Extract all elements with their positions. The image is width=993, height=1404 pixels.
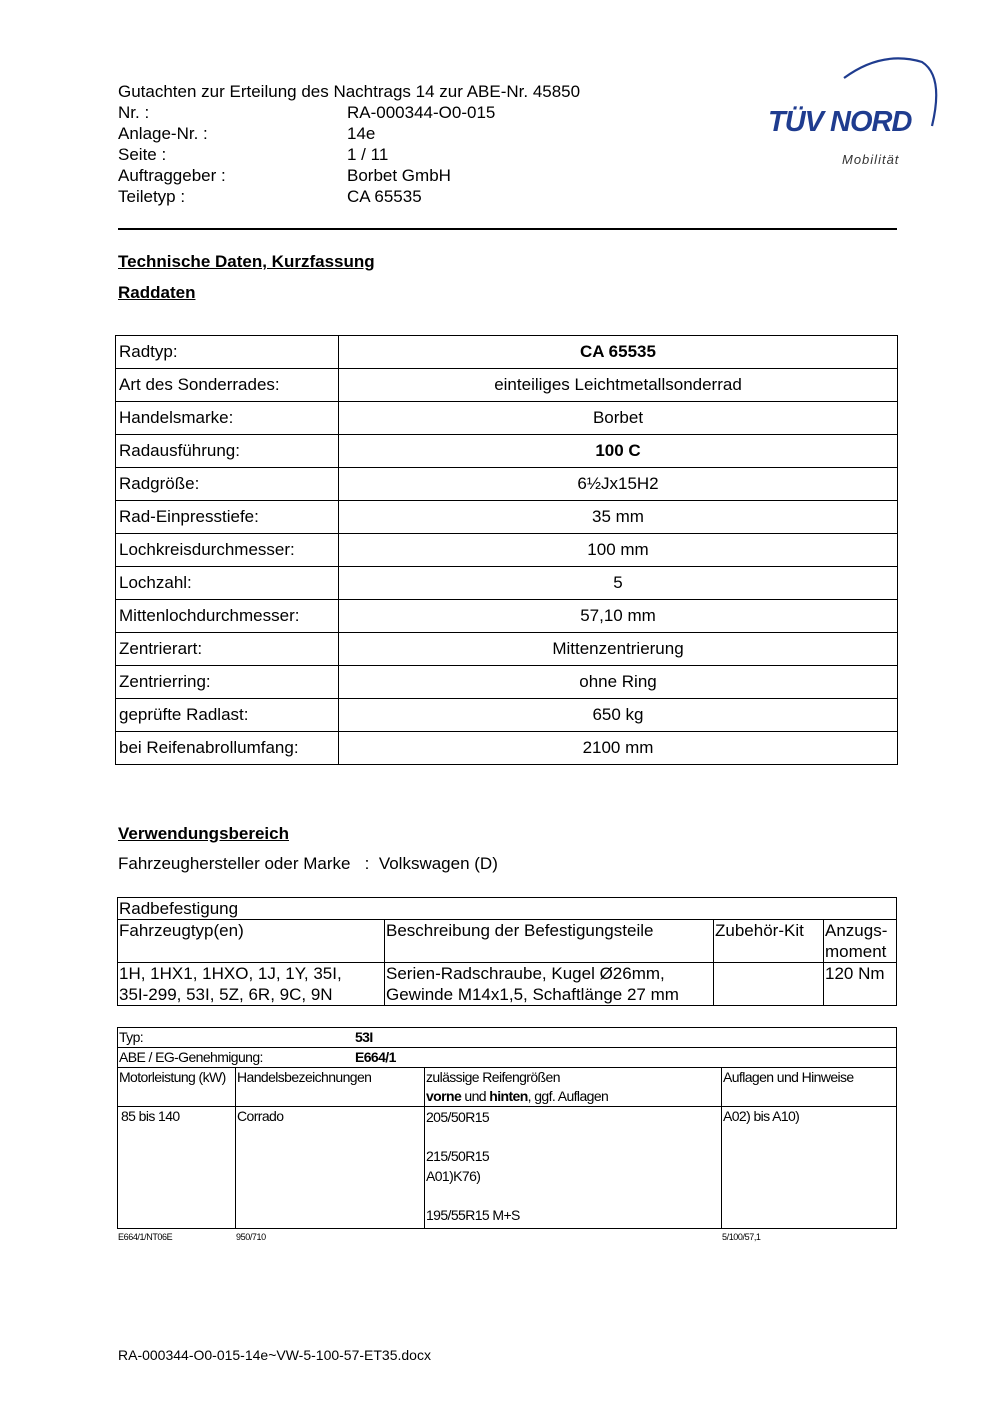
table-row: [116, 666, 898, 699]
wheel-value: 35 mm: [339, 501, 898, 534]
table-row: [116, 468, 898, 501]
motor-cell: 85 bis 140: [118, 1107, 236, 1229]
text-fragment: , ggf. Auflagen: [527, 1088, 609, 1104]
section-title: Technische Daten, Kurzfassung: [118, 252, 375, 271]
header-tires: [425, 1068, 722, 1107]
table-row: [118, 920, 897, 963]
document-filename: RA-000344-O0-015-14e~VW-5-100-57-ET35.docx: [118, 1347, 431, 1363]
footnote-left: E664/1/NT06E: [118, 1232, 173, 1242]
tire-size: 205/50R15: [426, 1109, 490, 1125]
typ-label: Typ:: [119, 1029, 144, 1045]
wheel-value: 57,10 mm: [339, 600, 898, 633]
table-row: [116, 501, 898, 534]
description-cell: [385, 963, 714, 1006]
maker-label: Fahrzeughersteller oder Marke: [118, 854, 351, 873]
typ-row: [118, 1028, 897, 1048]
header-vehicle-types: Fahrzeugtyp(en): [118, 920, 385, 963]
cell-line: 1H, 1HX1, 1HXO, 1J, 1Y, 35I,: [119, 964, 342, 983]
table-row: [118, 1068, 897, 1107]
wheel-label: Radausführung:: [116, 435, 339, 468]
header-divider: [118, 228, 897, 230]
table-row: [118, 1107, 897, 1229]
wheel-value: Borbet: [339, 402, 898, 435]
notes-cell: A02) bis A10): [722, 1107, 897, 1229]
header-field-teiletyp: [118, 186, 580, 207]
wheel-value: CA 65535: [339, 336, 898, 369]
wheel-value: 6½Jx15H2: [339, 468, 898, 501]
wheel-label: Radtyp:: [116, 336, 339, 369]
table-row: [116, 336, 898, 369]
fastening-table: [117, 897, 897, 1006]
cell-line: Gewinde M14x1,5, Schaftlänge 27 mm: [386, 985, 679, 1004]
wheel-data-table: [115, 335, 898, 765]
table-row: [118, 1028, 897, 1048]
abe-value: E664/1: [355, 1049, 396, 1065]
wheel-label: Lochkreisdurchmesser:: [116, 534, 339, 567]
cell-line: Serien-Radschraube, Kugel Ø26mm,: [386, 964, 665, 983]
table-row: [116, 402, 898, 435]
tire-size: A01)K76): [426, 1168, 481, 1184]
vehicle-types-cell: [118, 963, 385, 1006]
footnote-right: 5/100/57,1: [722, 1232, 761, 1242]
header-torque: Anzugs-moment: [824, 920, 897, 963]
table-row: [116, 567, 898, 600]
table-row: [118, 898, 897, 920]
section-subtitle: Raddaten: [118, 283, 196, 302]
header-kit: Zubehör-Kit: [714, 920, 824, 963]
logo-brand: TÜV NORD: [768, 106, 912, 138]
field-value: 14e: [347, 124, 376, 143]
header-names: Handelsbezeichnungen: [236, 1068, 425, 1107]
header-field-nr: [118, 102, 580, 123]
vehicle-maker-line: [118, 854, 498, 874]
report-title: Gutachten zur Erteilung des Nachtrags 14 zur ABE-Nr. 45850: [118, 82, 581, 101]
wheel-label: Zentrierart:: [116, 633, 339, 666]
wheel-value: 2100 mm: [339, 732, 898, 765]
document-header: [118, 81, 580, 207]
wheel-value: 650 kg: [339, 699, 898, 732]
tire-size: [426, 1186, 720, 1205]
cell-line: [426, 1087, 720, 1106]
cell-line: 35I-299, 53I, 5Z, 6R, 9C, 9N: [119, 985, 333, 1004]
wheel-label: bei Reifenabrollumfang:: [116, 732, 339, 765]
abe-row: [118, 1048, 897, 1068]
table-row: [116, 534, 898, 567]
footnote-mid: 950/710: [236, 1232, 266, 1242]
header-field-seite: [118, 144, 580, 165]
usage-title: Verwendungsbereich: [118, 824, 289, 843]
wheel-value: 100 C: [339, 435, 898, 468]
wheel-value: Mittenzentrierung: [339, 633, 898, 666]
wheel-value: 100 mm: [339, 534, 898, 567]
field-value: RA-000344-O0-015: [347, 103, 496, 122]
table-row: [116, 369, 898, 402]
header-description: Beschreibung der Befestigungsteile: [385, 920, 714, 963]
name-cell: Corrado: [236, 1107, 425, 1229]
tire-size: [426, 1127, 720, 1146]
bold-word: vorne: [426, 1088, 462, 1104]
field-label: Teiletyp :: [118, 187, 186, 206]
wheel-value: 5: [339, 567, 898, 600]
table-row: [116, 435, 898, 468]
field-label: Seite :: [118, 145, 167, 164]
table-row: [116, 633, 898, 666]
field-label: Auftraggeber :: [118, 166, 226, 185]
wheel-label: Zentrierring:: [116, 666, 339, 699]
table-row: [118, 1048, 897, 1068]
tuev-nord-logo: [762, 56, 942, 176]
wheel-label: Handelsmarke:: [116, 402, 339, 435]
field-label: Anlage-Nr. :: [118, 124, 208, 143]
maker-separator: :: [364, 854, 370, 873]
torque-cell: 120 Nm: [824, 963, 897, 1006]
table-row: [118, 963, 897, 1006]
table-row: [116, 699, 898, 732]
cell-line: zulässige Reifengrößen: [426, 1069, 560, 1085]
wheel-label: Art des Sonderrades:: [116, 369, 339, 402]
tires-cell: [425, 1107, 722, 1229]
maker-value: Volkswagen (D): [378, 854, 498, 873]
wheel-value: einteiliges Leichtmetallsonderrad: [339, 369, 898, 402]
tire-size: 195/55R15 M+S: [426, 1207, 520, 1223]
logo-subtitle: Mobilität: [842, 152, 900, 167]
wheel-label: Rad-Einpresstiefe:: [116, 501, 339, 534]
text-fragment: und: [461, 1088, 490, 1104]
wheel-label: Radgröße:: [116, 468, 339, 501]
bold-word: hinten: [489, 1088, 528, 1104]
fastening-title: Radbefestigung: [118, 898, 897, 920]
header-field-auftraggeber: [118, 165, 580, 186]
field-value: 1 / 11: [347, 145, 389, 164]
typ-value: 53I: [355, 1029, 373, 1045]
type-table: [117, 1027, 897, 1229]
abe-label: ABE / EG-Genehmigung:: [119, 1049, 263, 1065]
table-row: [116, 732, 898, 765]
header-notes: Auflagen und Hinweise: [722, 1068, 897, 1107]
header-motor: Motorleistung (kW): [118, 1068, 236, 1107]
header-field-anlage: [118, 123, 580, 144]
kit-cell: [714, 963, 824, 1006]
wheel-value: ohne Ring: [339, 666, 898, 699]
field-label: Nr. :: [118, 103, 150, 122]
table-row: [116, 600, 898, 633]
field-value: Borbet GmbH: [347, 166, 451, 185]
wheel-label: geprüfte Radlast:: [116, 699, 339, 732]
tire-size: 215/50R15: [426, 1148, 490, 1164]
field-value: CA 65535: [347, 187, 422, 206]
wheel-label: Lochzahl:: [116, 567, 339, 600]
wheel-label: Mittenlochdurchmesser:: [116, 600, 339, 633]
